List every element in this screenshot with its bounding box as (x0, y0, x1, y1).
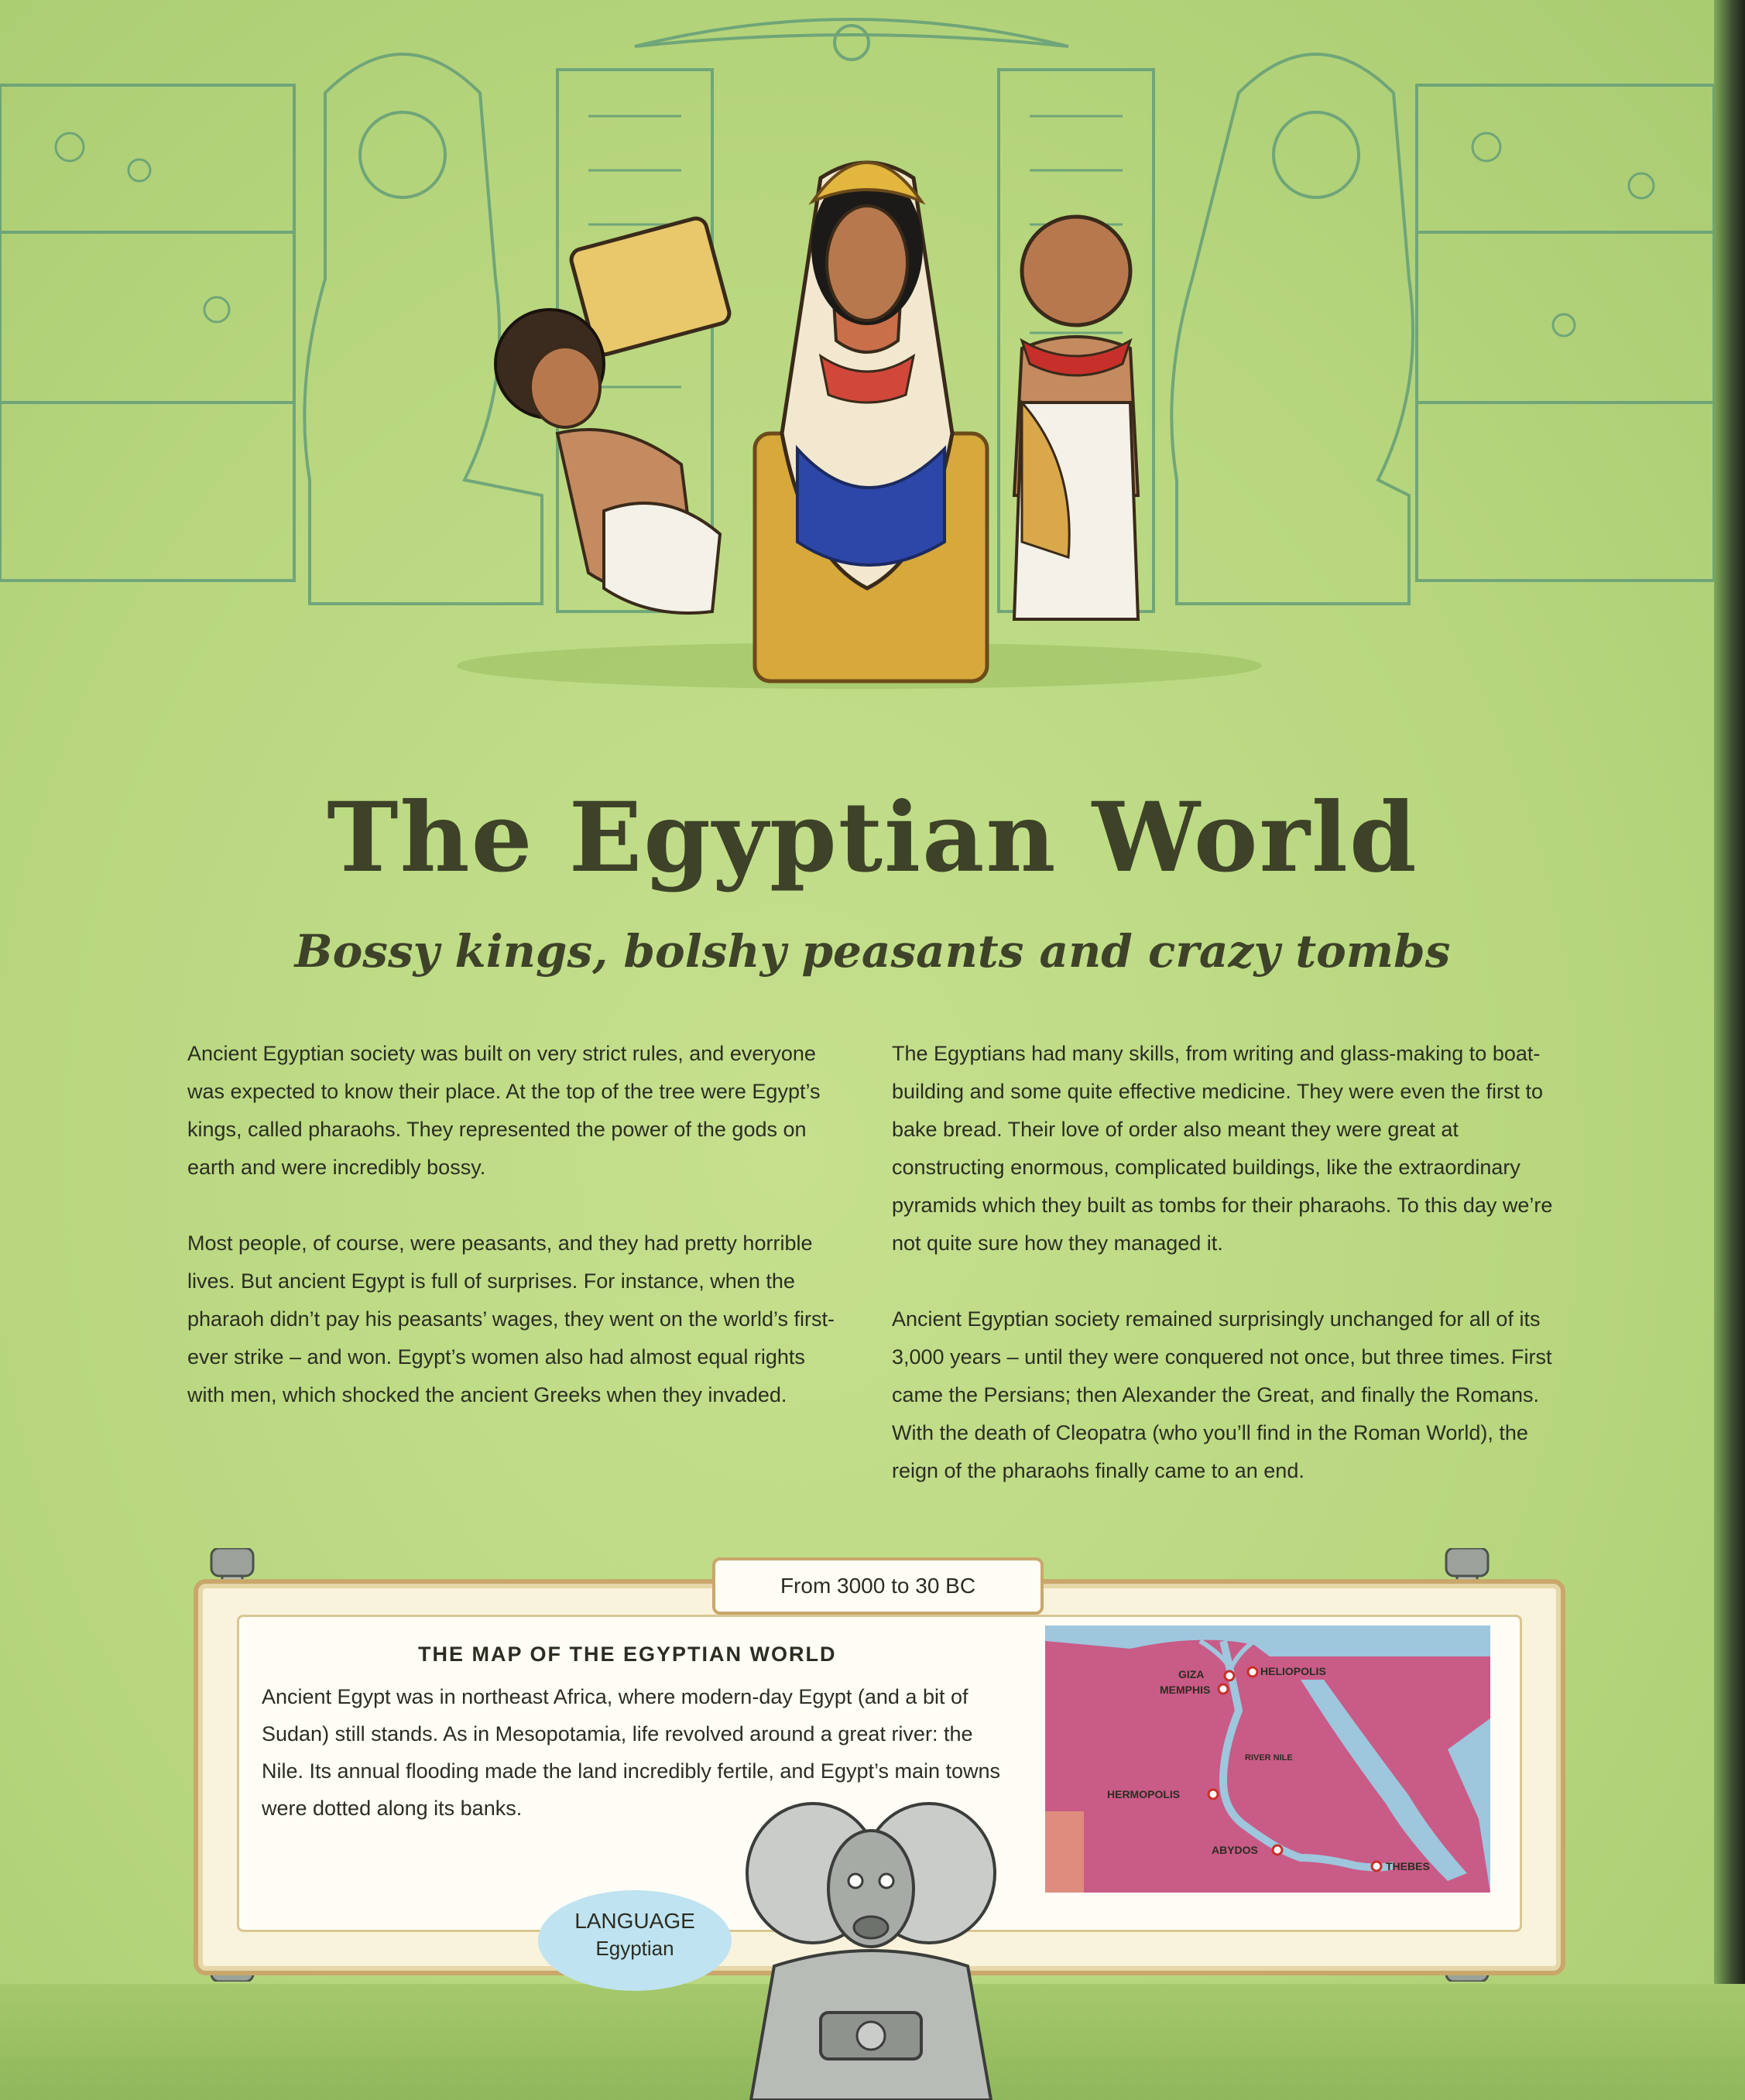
book-edge (1714, 0, 1745, 2100)
label-river-nile: RIVER NILE (1245, 1753, 1293, 1763)
label-thebes: THEBES (1386, 1860, 1430, 1872)
intro-paragraph: The Egyptians had many skills, from writing and glass-making to boat-building and some quite effective medicine. They were even the first to bake bread. Their love of order also meant they were great at constructing enormous, complicated buildings, like the extraordinary pyramids which they built as tombs for their pharaohs. To this day we’re not quite sure how they managed it. (892, 1042, 1553, 1255)
label-giza: GIZA (1178, 1668, 1205, 1680)
label-memphis: MEMPHIS (1160, 1684, 1211, 1696)
label-heliopolis: HELIOPOLIS (1260, 1665, 1326, 1677)
intro-paragraph: Ancient Egyptian society was built on very strict rules, and everyone was expected to know their place. At the top of the tree were Egypt’s kings, called pharaohs. They represented the power of the gods on earth and were incredibly bossy. (187, 1042, 821, 1179)
map-description: Ancient Egypt was in northeast Africa, where modern-day Egypt (and a bit of Sudan) still stands. As in Mesopotamia, life revolved around a great river: the Nile. Its annual flooding made the land incredibly fertile, and Egypt’s main towns were dotted along its banks. (262, 1685, 1001, 1820)
language-bubble (538, 1890, 732, 1991)
giza-marker (1225, 1671, 1234, 1680)
egypt-map (1045, 1626, 1490, 1893)
label-abydos: ABYDOS (1212, 1844, 1258, 1856)
header-illustration (0, 0, 1714, 697)
language-heading: LANGUAGE (574, 1909, 695, 1933)
date-range-tab: From 3000 to 30 BC (712, 1557, 1044, 1615)
intro-paragraph: Most people, of course, were peasants, and they had pretty horrible lives. But ancient Egypt is full of surprises. For instance, when the pharaoh didn’t pay his peasants’ wages, they went on the world’s first-ever strike – and won. Egypt’s women also had almost equal rights with men, which shocked the ancient Greeks when they invaded. (187, 1232, 835, 1406)
desert-border (1045, 1811, 1084, 1893)
memphis-marker (1219, 1684, 1228, 1694)
map-heading: THE MAP OF THE EGYPTIAN WORLD (418, 1643, 837, 1666)
baboon-statue-illustration (743, 1796, 999, 2100)
intro-column-right (892, 1035, 1573, 1528)
page-subtitle: Bossy kings, bolshy peasants and crazy tombs (294, 925, 1451, 978)
hermopolis-marker (1208, 1790, 1218, 1799)
label-hermopolis: HERMOPOLIS (1107, 1788, 1181, 1800)
page-title: The Egyptian World (327, 782, 1418, 894)
heliopolis-marker (1248, 1667, 1257, 1677)
intro-paragraph: Ancient Egyptian society remained surprisingly unchanged for all of its 3,000 years – until they were conquered not once, but three times. First came the Persians; then Alexander the Great, and finally the Romans. With the death of Cleopatra (who you’ll find in the Roman World), the reign of the pharaohs finally came to an end. (892, 1307, 1552, 1482)
intro-column-left (187, 1035, 845, 1452)
thebes-marker (1372, 1862, 1381, 1871)
abydos-marker (1273, 1845, 1282, 1855)
language-value: Egyptian (595, 1937, 674, 1960)
